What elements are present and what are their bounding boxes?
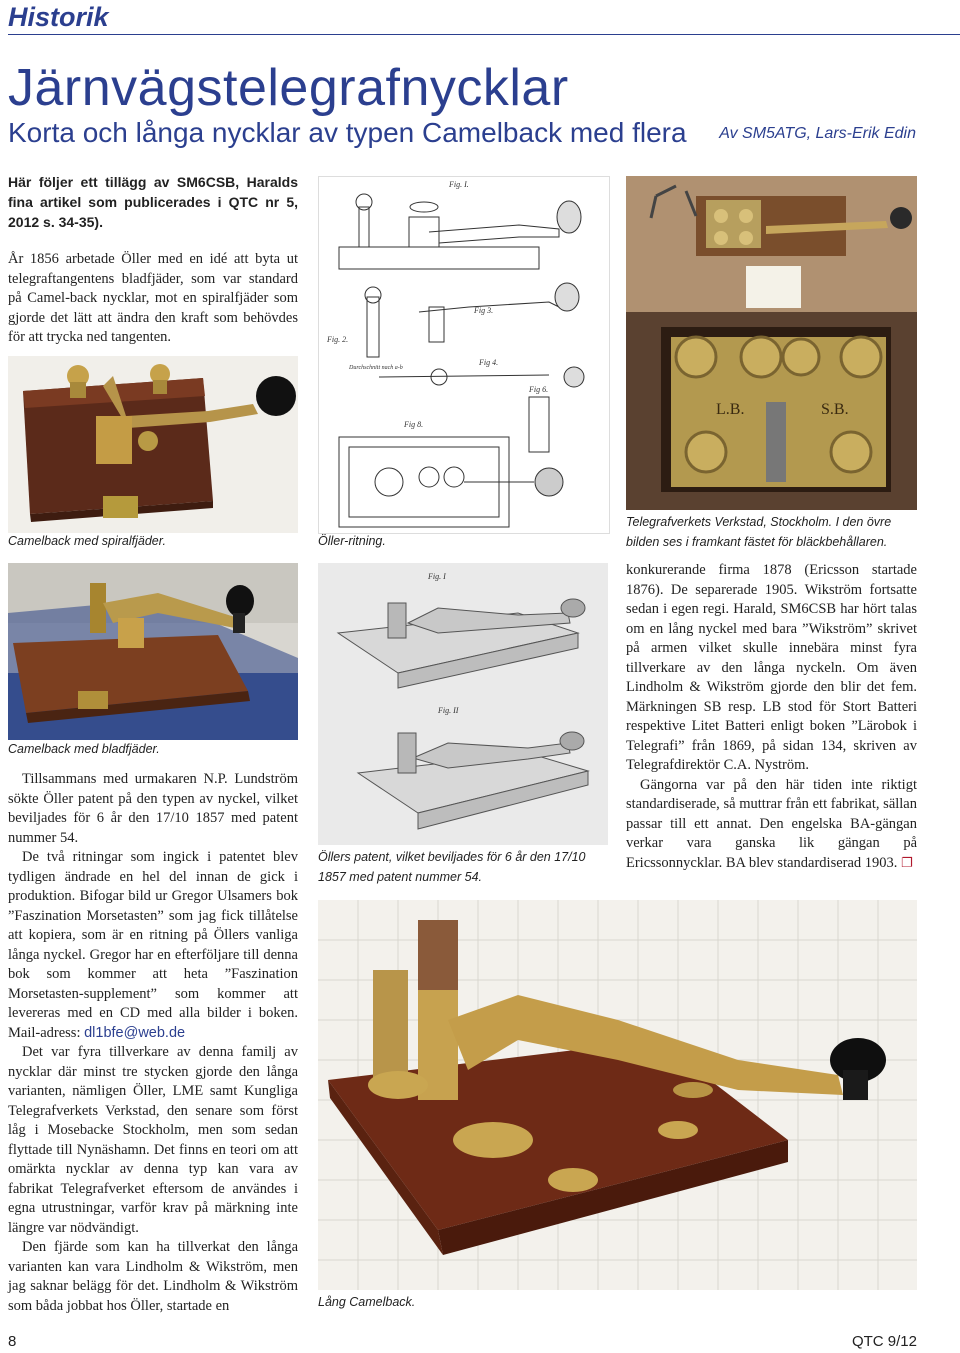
caption-spiral: Camelback med spiralfjäder. (8, 534, 166, 548)
body-paragraph-7 (626, 776, 917, 874)
photo-label-sb: S.B. (821, 401, 849, 418)
body-paragraph-6: konkurerande firma 1878 (Ericsson startade 1876). De separerade 1905. Wikström fortsatte sedan i egen regi. Harald, SM6CSB har hört talas om en lång nyckel med bara ”Wikström” skrivet på armen vilket skulle innebära minst fyra tillverkare av den långa nyckeln. Om även Lindholm & Wikström gjorde den blir det fem. Märkningen SB resp. LB stod för Stort Batteri respektive Litet Batteri enligt boken ”Lärobok i Telegrafi” från 1869, på sidan 134, skriven av Telegrafdirektör C.A. Nyström. (626, 562, 917, 773)
photo-camelback-blad-image (8, 563, 298, 740)
body-paragraph-5: Den fjärde som kan ha tillverkat den långa varianten kan vara Lindholm & Wikström, men jag saknar belägg för det. Lindholm & Wikström som båda jobbat hos Öller, startade en (8, 1239, 298, 1314)
caption-patent: Öllers patent, vilket beviljades för 6 år den 17/10 1857 med patent nummer 54. (318, 850, 586, 884)
patent-label-figI: Fig. I (428, 572, 446, 581)
column-1-text (8, 770, 298, 1316)
intro-text: Här följer ett tillägg av SM6CSB, Haralds fina artikel som publicerades i QTC nr 5, 2012 s. 34-35). (8, 174, 298, 230)
photo-camelback-blad (8, 563, 298, 740)
photo-camelback-spiral (8, 356, 298, 533)
drawing-label-fig2: Fig. 2. (327, 335, 349, 344)
body-paragraph-2: Tillsammans med urmakaren N.P. Lundström sökte Öller patent på den typen av nyckel, vilket beviljades för 6 år den 17/10 1857 med patent nummer 54. (8, 771, 298, 846)
drawing-label-fig8: Fig 8. (404, 420, 424, 429)
drawing-label-fig1: Fig. I. (449, 180, 469, 189)
caption-lang: Lång Camelback. (318, 1295, 416, 1309)
caption-telegraf: Telegrafverkets Verkstad, Stockholm. I den övre bilden ses i framkant fästet för bläckbehållaren. (626, 515, 892, 549)
caption-oller: Öller-ritning. (318, 534, 386, 548)
body-paragraph-7-text: Gängorna var på den här tiden inte riktigt standardiserade, så muttrar från ett fabrikat, sällan passar till ett annat. Den engelska BA-gängan verkar vara ganska lik gängan på Ericssonnycklar. BA blev standardiserad 1903. (626, 776, 917, 871)
drawing-label-durchschnitt: Durchschnitt nach a-b (349, 365, 403, 371)
photo-telegrafverket-bottom-image (626, 312, 917, 510)
body-paragraph-3 (8, 848, 298, 1043)
photo-telegrafverket-top-image (626, 176, 917, 312)
end-mark-icon: ❐ (901, 855, 913, 871)
page-number: 8 (8, 1333, 17, 1350)
section-divider (8, 34, 960, 35)
patent-drawing-image (318, 563, 608, 845)
photo-lang-camelback-image (318, 900, 917, 1290)
page-title: Järnvägstelegrafnycklar (8, 59, 569, 117)
patent-drawing (318, 563, 608, 845)
photo-lang-camelback (318, 900, 917, 1290)
column-3-text (626, 561, 917, 873)
body-paragraph-3-text: De två ritningar som ingick i patentet blev tydligen ändrade en hel del innan de gick i produktion. Bifogar bild ur Gregor Ulsamers bok ”Faszination Morsetasten” som jag fick tillåtelse att kopiera, som är en ritning på Öllers vanliga långa nyckel. Gregor har en efterföljare till denna bok som kommer att heta ”Faszination Morsetasten-supplement” som kommer att levereras med en CD med alla bilder i boken. Mail-adress: (8, 849, 298, 1041)
drawing-label-fig6: Fig 6. (529, 385, 549, 394)
issue-label: QTC 9/12 (851, 1333, 917, 1350)
photo-label-lb: L.B. (716, 401, 745, 418)
oller-drawing-image (319, 177, 609, 533)
byline: Av SM5ATG, Lars-Erik Edin (719, 125, 916, 142)
drawing-label-fig4: Fig 4. (479, 358, 499, 367)
photo-camelback-spiral-image (8, 356, 298, 533)
patent-label-figII: Fig. II (438, 706, 459, 715)
body-paragraph-4: Det var fyra tillverkare av denna familj av nycklar där minst tre stycken gjorde den långa varianten, nämligen Öller, LME samt Kungliga Telegrafverkets Verkstad, den senare som först låg i Mosebacke Stockholm, men som sedan flyttade till Nynäshamn. Det finns en teori om att omärkta nycklar av denna typ kan vara av fabrikat Telegrafverket eftersom de användes i egna utrustningar, varför krav på märkning inte längre var nödvändigt. (8, 1044, 298, 1236)
caption-blad: Camelback med bladfjäder. (8, 742, 160, 756)
section-label: Historik (8, 2, 109, 32)
drawing-label-fig3: Fig 3. (474, 306, 494, 315)
body-paragraph-1: År 1856 arbetade Öller med en idé att byta ut telegraftangentens bladfjäder, som var standard på Camel-back nycklar, mot en spiralfjäder som gjorde det lätt att ändra den kraft som behövdes för att trycka ned tangenten. (8, 251, 298, 345)
oller-drawing (318, 176, 610, 534)
email-link[interactable]: dl1bfe@web.de (84, 1024, 186, 1041)
photo-telegrafverket-top (626, 176, 917, 312)
photo-telegrafverket-bottom (626, 312, 917, 510)
page-subtitle: Korta och långa nycklar av typen Camelback med flera (8, 117, 687, 148)
